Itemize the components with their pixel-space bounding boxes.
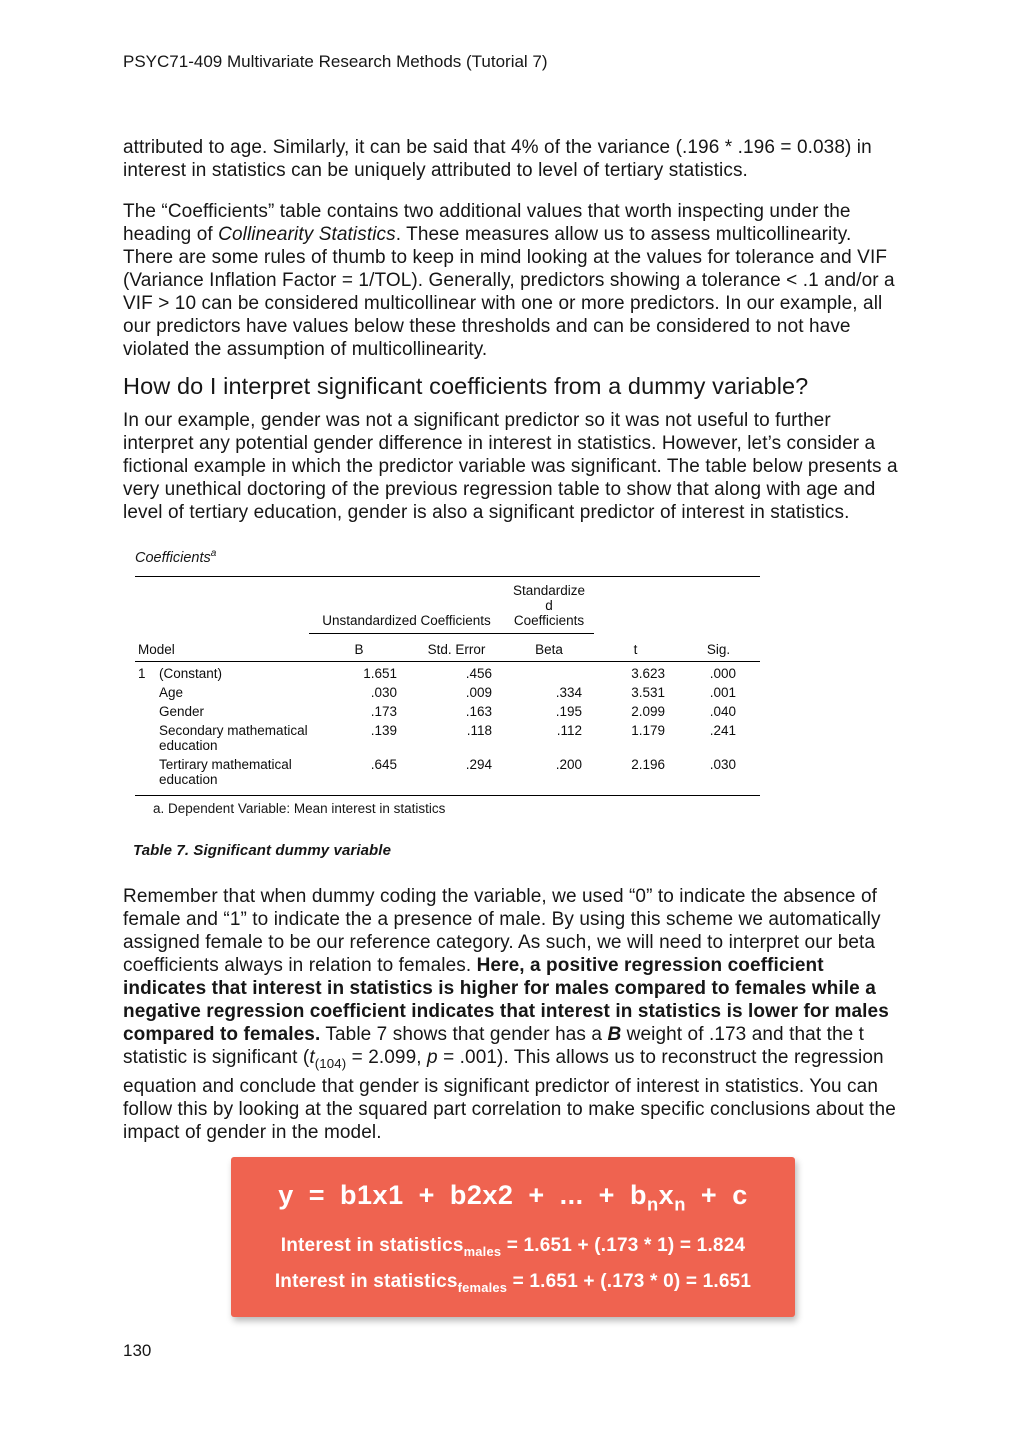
formula-text: = 1.651 + (.173 * 0) = 1.651 [507, 1271, 752, 1293]
std-error-value: .456 [465, 665, 493, 681]
coefficients-table [135, 548, 760, 816]
t-value: 3.623 [631, 665, 666, 681]
group-header-line: Coefficients [513, 612, 585, 628]
model-cell [135, 753, 159, 796]
paragraph-text: weight of .173 and that the t statistic is significant ( [123, 1023, 865, 1068]
table-row [135, 700, 760, 719]
table-group-header-row [135, 576, 760, 633]
table-title [135, 548, 760, 566]
formula-general-equation [278, 1180, 748, 1215]
paragraph-variance: attributed to age. Similarly, it can be said that 4% of the variance (.196 * .196 = 0.038) in interest in statistics can be uniquely attributed to level of tertiary statistics. [123, 137, 872, 181]
paragraph-text: . These measures allow us to assess multicollinearity. There are some rules of thumb to keep in mind looking at the values for tolerance and VIF (Variance Inflation Factor = 1/TOL). Generally, predictors showing a tolerance < .1 and/or a VIF > 10 can be considered multicollinear with one or more predictors. In our example, all our predictors have values below these thresholds and can be considered to not have violated the assumption of multicollinearity. [123, 224, 895, 360]
t-subscript: (104) [314, 1055, 347, 1071]
spss-table [135, 576, 760, 796]
paragraph-text: Table 7 shows that gender has a [320, 1023, 608, 1045]
paragraph-text: The “Coefficients” table contains two additional values that worth inspecting under the heading of [123, 201, 851, 245]
formula-text: Interest in statistics [280, 1235, 464, 1257]
sig-value: .000 [709, 665, 737, 681]
formula-subscript: n [674, 1193, 686, 1215]
group-header-standardized [504, 576, 594, 633]
b-value: 1.651 [363, 665, 397, 681]
formula-text: = 1.651 + (.173 * 1) = 1.824 [501, 1235, 746, 1257]
paragraph-text: Remember that when dummy coding the variable, we used “0” to indicate the absence of female and “1” to indicate the a presence of male. By using this scheme we automatically assigned female to be our reference category. As such, we will need to interpret our beta coefficients always in relation to females. [123, 885, 881, 976]
model-cell [135, 700, 159, 719]
formula-subscript: n [646, 1193, 659, 1215]
sig-value: .241 [709, 722, 737, 738]
paragraph-collinearity [123, 200, 903, 361]
beta-value: .195 [555, 703, 583, 719]
column-header-beta: Beta [504, 633, 594, 661]
b-weight-symbol: B [607, 1023, 622, 1045]
predictor-label: (Constant) [159, 665, 223, 681]
group-header-unstandardized: Unstandardized Coefficients [309, 576, 504, 633]
sig-value: .040 [709, 703, 737, 719]
formula-text: + c [685, 1180, 748, 1211]
t-value: 1.179 [631, 722, 666, 738]
b-value: .173 [370, 703, 397, 719]
table-title-text: Coefficients [135, 549, 211, 566]
column-header-model: Model [135, 633, 309, 661]
sig-value: .030 [677, 753, 760, 796]
model-cell [135, 719, 159, 753]
beta-value: .334 [555, 684, 583, 700]
t-value: 2.099 [631, 703, 666, 719]
bold-interpretation-text: Here, a positive regression coefficient indicates that interest in statistics is higher for males compared to females while a negative regression coefficient indicates that interest in statistics is lower for males compared to females. [123, 954, 889, 1045]
table-title-superscript: a [210, 548, 217, 559]
beta-value: .200 [504, 753, 594, 796]
formula-subscript: males [463, 1243, 502, 1259]
sig-value: .001 [709, 684, 737, 700]
group-header-line: Standardize [512, 582, 586, 598]
b-value: .030 [370, 684, 397, 700]
t-symbol: t [309, 1046, 315, 1068]
formula-subscript: females [457, 1279, 508, 1295]
b-value: .139 [370, 722, 397, 738]
predictor-label: Tertirary mathematical education [159, 753, 309, 796]
predictor-label: Secondary mathematical education [159, 722, 308, 753]
paragraph-text: = 2.099, [346, 1046, 428, 1068]
model-cell: 1 [138, 665, 146, 681]
formula-text: x [658, 1180, 675, 1211]
formula-text: y = b1x1 + b2x2 + ... + b [278, 1180, 647, 1211]
column-header-std-error: Std. Error [409, 633, 504, 661]
p-symbol: p [427, 1046, 438, 1068]
formula-text: Interest in statistics [274, 1271, 458, 1293]
page-header: PSYC71-409 Multivariate Research Methods (Tutorial 7) [123, 52, 548, 71]
paragraph-dummy-interpretation [123, 885, 903, 1144]
predictor-label: Gender [159, 703, 205, 719]
regression-formula-box [231, 1157, 795, 1317]
std-error-value: .294 [409, 753, 504, 796]
t-value: 2.196 [594, 753, 677, 796]
formula-females-equation [275, 1271, 751, 1293]
table-footnote: a. Dependent Variable: Mean interest in statistics [153, 800, 446, 816]
table-row [135, 661, 760, 681]
column-header-t: t [594, 633, 677, 661]
predictor-label: Age [159, 684, 184, 700]
table-caption: Table 7. Significant dummy variable [133, 841, 392, 859]
column-header-sig: Sig. [677, 633, 760, 661]
beta-value: .112 [556, 722, 583, 738]
section-heading: How do I interpret significant coefficients from a dummy variable? [123, 373, 809, 399]
group-header-line: d [545, 597, 553, 613]
formula-males-equation [281, 1235, 745, 1257]
model-cell [135, 681, 159, 700]
paragraph-dummy-example: In our example, gender was not a significant predictor so it was not useful to further interpret any potential gender difference in interest in statistics. However, let’s consider a fictional example in which the predictor variable was significant. The table below presents a very unethical doctoring of the previous regression table to show that along with age and level of tertiary education, gender is also a significant predictor of interest in statistics. [123, 410, 898, 523]
collinearity-statistics-italic: Collinearity Statistics [218, 224, 396, 245]
std-error-value: .118 [466, 722, 493, 738]
table-row [135, 719, 760, 753]
std-error-value: .163 [465, 703, 493, 719]
t-value: 3.531 [631, 684, 666, 700]
beta-value [504, 661, 594, 681]
page-number: 130 [123, 1340, 152, 1360]
table-row [135, 753, 760, 796]
column-header-b: B [309, 633, 409, 661]
paragraph-text: = .001). This allows us to reconstruct the regression equation and conclude that gender is significant predictor of interest in statistics. You can follow this by looking at the squared part correlation to make specific conclusions about the impact of gender in the model. [123, 1046, 896, 1143]
std-error-value: .009 [465, 684, 493, 700]
b-value: .645 [309, 753, 409, 796]
table-column-header-row [135, 633, 760, 661]
table-row [135, 681, 760, 700]
